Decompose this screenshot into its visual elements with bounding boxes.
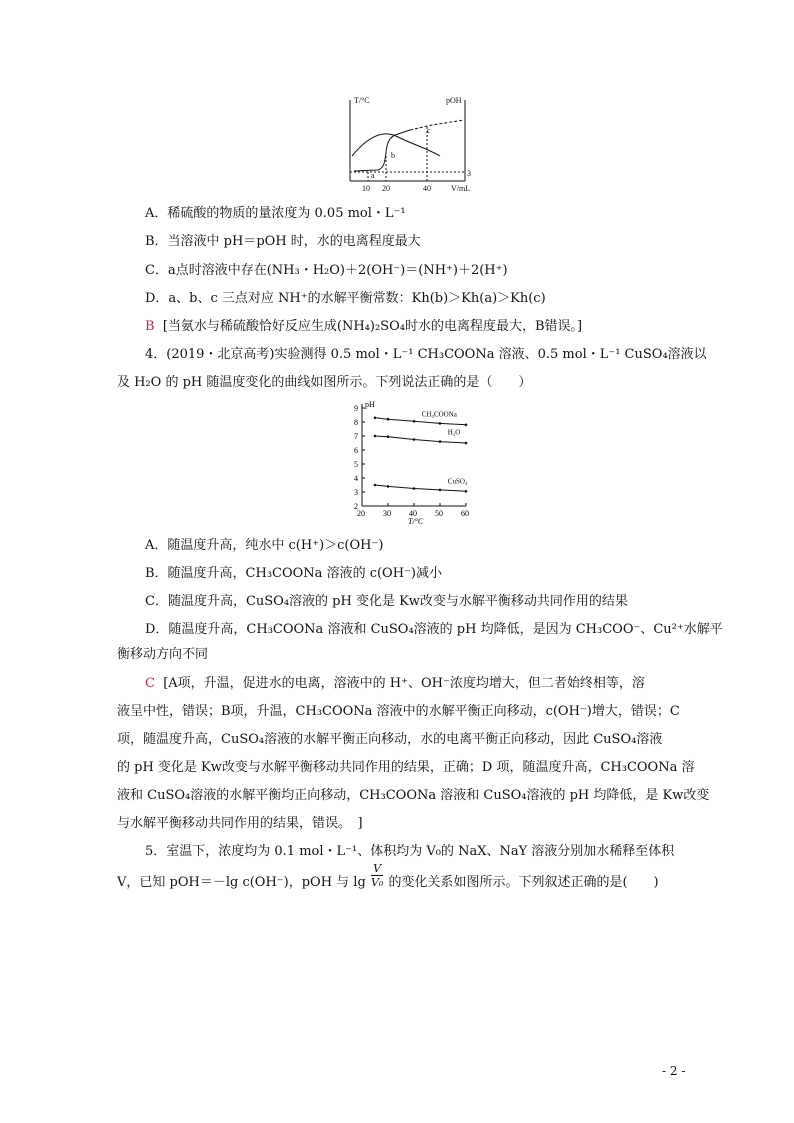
q4-option-d: D．随温度升高，CH₃COONa 溶液和 CuSO₄溶液的 pH 均降低，是因为 CH₃COO⁻、Cu²⁺水解平 (145, 622, 723, 637)
fig1-x-label: V/mL (451, 184, 471, 193)
q5-fraction-numerator: V (371, 862, 383, 876)
q3-answer (145, 318, 582, 336)
y-tick-label: 5 (354, 460, 358, 469)
data-point (465, 490, 468, 493)
q5-fraction-denominator: V₀ (370, 876, 384, 889)
q4-option-b: B．随温度升高，CH₃COONa 溶液的 c(OH⁻)减小 (145, 566, 442, 581)
fig1-point-label: b (391, 151, 395, 160)
q3-option-b: B．当溶液中 pH＝pOH 时，水的电离程度最大 (145, 234, 421, 249)
q4-explanation-line5: 液和 CuSO₄溶液的水解平衡均正向移动，CH₃COONa 溶液和 CuSO₄溶液的 pH 均降低，是 Kw改变 (117, 788, 710, 803)
data-point (413, 420, 416, 423)
fig1-point-label: a (371, 171, 375, 180)
y-axis-label: pH (365, 400, 375, 409)
q4-explanation-line6: 与水解平衡移动共同作用的结果，错误。 ] (117, 816, 363, 831)
fig1-x-tick: 20 (382, 184, 390, 193)
y-tick-label: 8 (354, 418, 358, 427)
q3-answer-text: [当氨水与稀硫酸恰好反应生成(NH₄)₂SO₄时水的电离程度最大，B错误。] (162, 319, 583, 334)
q4-explanation-line1 (145, 675, 645, 693)
data-point (439, 440, 442, 443)
y-tick-label: 7 (354, 432, 358, 441)
q4-option-a: A．随温度升高，纯水中 c(H⁺)＞c(OH⁻) (145, 538, 384, 553)
q5-line1: 5．室温下，浓度均为 0.1 mol・L⁻¹、体积均为 V₀的 NaX、NaY 溶液分别加水稀释至体积 (145, 844, 675, 859)
q4-stem-line2: 及 H₂O 的 pH 随温度变化的曲线如图所示。下列说法正确的是（ ） (117, 375, 532, 390)
fig1-right-axis-label: pOH (446, 96, 462, 105)
q4-stem-line1: 4．(2019・北京高考)实验测得 0.5 mol・L⁻¹ CH₃COONa 溶液、0.5 mol・L⁻¹ CuSO₄溶液以 (145, 347, 707, 362)
series-label: CH₃COONa (421, 410, 457, 419)
data-point (439, 422, 442, 425)
y-tick-label: 2 (354, 502, 358, 511)
y-tick-label: 3 (354, 488, 358, 497)
titration-figure (340, 92, 480, 194)
q4-explanation-line4: 的 pH 变化是 Kw改变与水解平衡移动共同作用的结果，正确；D 项，随温度升高，CH₃COONa 溶 (117, 760, 695, 775)
q3-answer-letter: B (145, 319, 155, 334)
q4-option-d-cont: 衡移动方向不同 (117, 647, 209, 662)
fig1-x-tick: 40 (423, 184, 431, 193)
data-point (465, 424, 468, 427)
fig1-x-tick: 10 (362, 184, 370, 193)
fig1-left-axis-label: T/°C (354, 96, 370, 105)
data-point (387, 435, 390, 438)
page-number: - 2 - (662, 1064, 686, 1078)
x-tick-label: 40 (409, 509, 417, 518)
data-point (374, 435, 377, 438)
fig1-point-label: c (427, 126, 431, 135)
fig1-poh-curve-dashed (410, 120, 464, 130)
q4-explanation-line3: 项，随温度升高，CuSO₄溶液的水解平衡正向移动，水的电离平衡正向移动，因此 CuSO₄溶液 (117, 732, 663, 747)
data-point (387, 418, 390, 421)
data-point (374, 484, 377, 487)
x-tick-label: 60 (461, 509, 469, 518)
q5-line2-pre: V，已知 pOH＝－lg c(OH⁻)，pOH 与 lg (117, 875, 366, 890)
data-point (413, 438, 416, 441)
q3-option-c: C．a点时溶液中存在(NH₃・H₂O)＋2(OH⁻)＝(NH⁺)＋2(H⁺) (145, 263, 508, 278)
q4-option-c: C．随温度升高，CuSO₄溶液的 pH 变化是 Kw改变与水解平衡移动共同作用的结果 (145, 594, 628, 609)
q4-explanation-line2: 液呈中性，错误；B项，升温，CH₃COONa 溶液中的水解平衡正向移动，c(OH⁻)增大，错误；C (117, 704, 680, 719)
q4-explanation-text: [A项，升温，促进水的电离，溶液中的 H⁺、OH⁻浓度均增大，但二者始终相等，溶 (163, 676, 645, 691)
fig1-poh-curve (354, 130, 410, 171)
q5-line2-post: 的变化关系如图所示。下列叙述正确的是( ) (388, 875, 659, 890)
data-point (387, 485, 390, 488)
series-label: CuSO₄ (447, 477, 468, 486)
q3-option-d: D．a、b、c 三点对应 NH⁺的水解平衡常数：Kh(b)＞Kh(a)＞Kh(c) (145, 291, 546, 306)
data-point (439, 489, 442, 492)
q3-option-a: A．稀硫酸的物质的量浓度为 0.05 mol・L⁻¹ (145, 206, 406, 221)
y-tick-label: 4 (354, 474, 358, 483)
series-label: H₂O (447, 428, 461, 437)
y-tick-label: 6 (354, 446, 358, 455)
data-point (413, 487, 416, 490)
ph-temperature-chart (340, 398, 480, 526)
x-tick-label: 50 (435, 509, 443, 518)
q5-line2 (117, 862, 659, 896)
x-tick-label: 20 (357, 509, 365, 518)
q4-answer-letter: C (145, 676, 155, 691)
data-point (374, 417, 377, 420)
data-point (465, 442, 468, 445)
x-axis-label: T/°C (408, 517, 424, 526)
q5-fraction (371, 862, 383, 889)
y-tick-label: 9 (354, 404, 358, 413)
x-tick-label: 30 (383, 509, 391, 518)
fig1-right-tick: 3 (467, 169, 471, 178)
